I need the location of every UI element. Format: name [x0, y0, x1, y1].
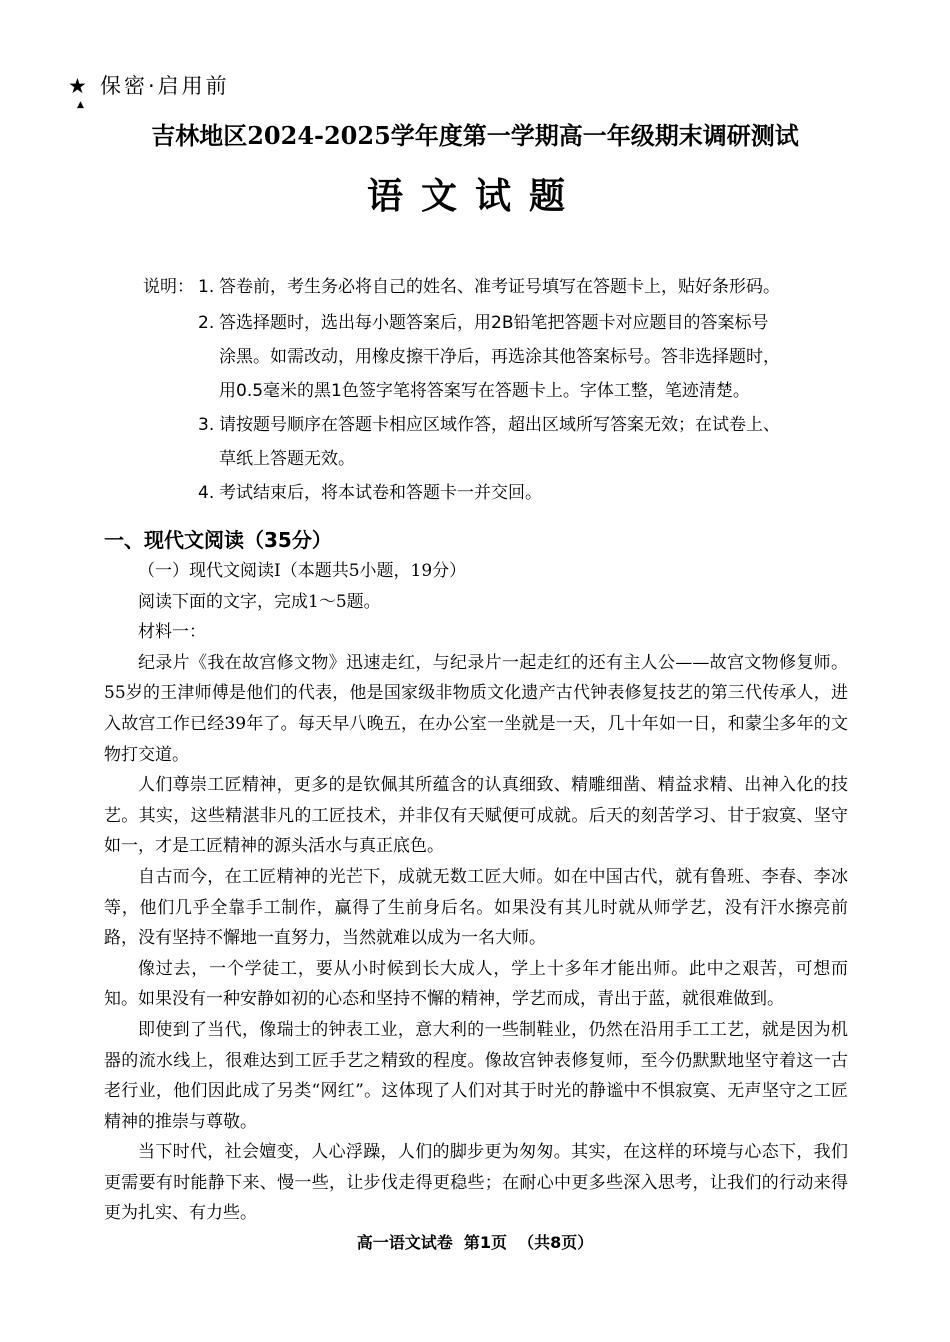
star-icon: ★ — [68, 74, 90, 98]
section-heading: 一、现代文阅读（35分） — [104, 528, 332, 552]
instruction-line: 涂黑。如需改动，用橡皮擦干净后，再选涂其他答案标号。答非选择题时， — [219, 347, 780, 367]
instruction-line: 草纸上答题无效。 — [219, 449, 355, 469]
instruction-number: 2. — [198, 313, 215, 333]
footer-total-pages: （共8页） — [518, 1233, 594, 1252]
subject-title: 语文试题 — [366, 175, 583, 217]
confidential-label — [68, 70, 230, 110]
footer-page-number: 第1页 — [463, 1233, 507, 1252]
instructions-label: 说明： — [143, 277, 194, 297]
exam-title: 吉林地区2024-2025学年度第一学期高一年级期末调研测试 — [151, 121, 799, 150]
page-footer — [0, 1230, 950, 1253]
paragraph: 即使到了当代，像瑞士的钟表工业，意大利的一些制鞋业，仍然在沿用手工工艺，就是因为机器的流水线上，很难达到工匠手艺之精致的程度。像故宫钟表修复师，至今仍默默地坚守着这一古老行业，他们因此成了另类“网红”。这体现了人们对其于时光的静谧中不惧寂寞、无声坚守之工匠精神的推崇与尊敬。 — [104, 1019, 848, 1132]
confidential-text: 保密·启用前 — [100, 74, 230, 98]
instruction-number: 1. — [198, 277, 215, 297]
instruction-number: 4. — [198, 483, 215, 503]
paragraph: 纪录片《我在故宫修文物》迅速走红，与纪录片一起走红的还有主人公——故宫文物修复师。55岁的王津师傅是他们的代表，他是国家级非物质文化遗产古代钟表修复技艺的第三代传承人，进入故宫工作已经39年了。每天早八晚五，在办公室一坐就是一天，几十年如一日，和蒙尘多年的文物打交道。 — [104, 652, 848, 765]
paragraph: 自古而今，在工匠精神的光芒下，成就无数工匠大师。如在中国古代，就有鲁班、李春、李冰等，他们几乎全靠手工制作，赢得了生前身后名。如果没有其儿时就从师学艺，没有汗水擦亮前路，没有坚持不懈地一直努力，当然就难以成为一名大师。 — [104, 866, 848, 949]
instruction-line: 请按题号顺序在答题卡相应区域作答，超出区域所写答案无效；在试卷上、 — [219, 415, 780, 435]
paragraph: 人们尊崇工匠精神，更多的是钦佩其所蕴含的认真细致、精雕细凿、精益求精、出神入化的技艺。其实，这些精湛非凡的工匠技术，并非仅有天赋便可成就。后天的刻苦学习、甘于寂寞、坚守如一，才是工匠精神的源头活水与真正底色。 — [104, 775, 848, 857]
triangle-marker-icon: ▲ — [77, 100, 87, 110]
paragraph: 像过去，一个学徒工，要从小时候到长大成人，学上十多年才能出师。此中之艰苦，可想而知。如果没有一种安静如初的心态和坚持不懈的精神，学艺而成，青出于蓝，就很难做到。 — [104, 958, 848, 1010]
reading-prompt: 阅读下面的文字，完成1～5题。 — [138, 591, 381, 612]
instruction-line: 答选择题时，选出每小题答案后，用2B铅笔把答题卡对应题目的答案标号 — [219, 313, 769, 333]
instruction-line: 答卷前，考生务必将自己的姓名、准考证号填写在答题卡上，贴好条形码。 — [219, 277, 780, 297]
instruction-line: 用0.5毫米的黑1色签字笔将答案写在答题卡上。字体工整，笔迹清楚。 — [219, 381, 750, 401]
instruction-line: 考试结束后，将本试卷和答题卡一并交回。 — [219, 483, 542, 503]
paragraph: 当下时代，社会嬗变，人心浮躁，人们的脚步更为匆匆。其实，在这样的环境与心态下，我们更需要有时能静下来、慢一些，让步伐走得更稳些；在耐心中更多些深入思考，让我们的行动来得更为扎实、有力些。 — [104, 1142, 848, 1224]
instructions — [0, 270, 950, 510]
reading-passage — [104, 556, 848, 1229]
subsection-heading: （一）现代文阅读Ⅰ（本题共5小题，19分） — [138, 561, 467, 581]
instruction-number: 3. — [198, 415, 215, 435]
footer-subject: 高一语文试卷 — [356, 1233, 453, 1252]
material-label: 材料一： — [138, 622, 206, 643]
